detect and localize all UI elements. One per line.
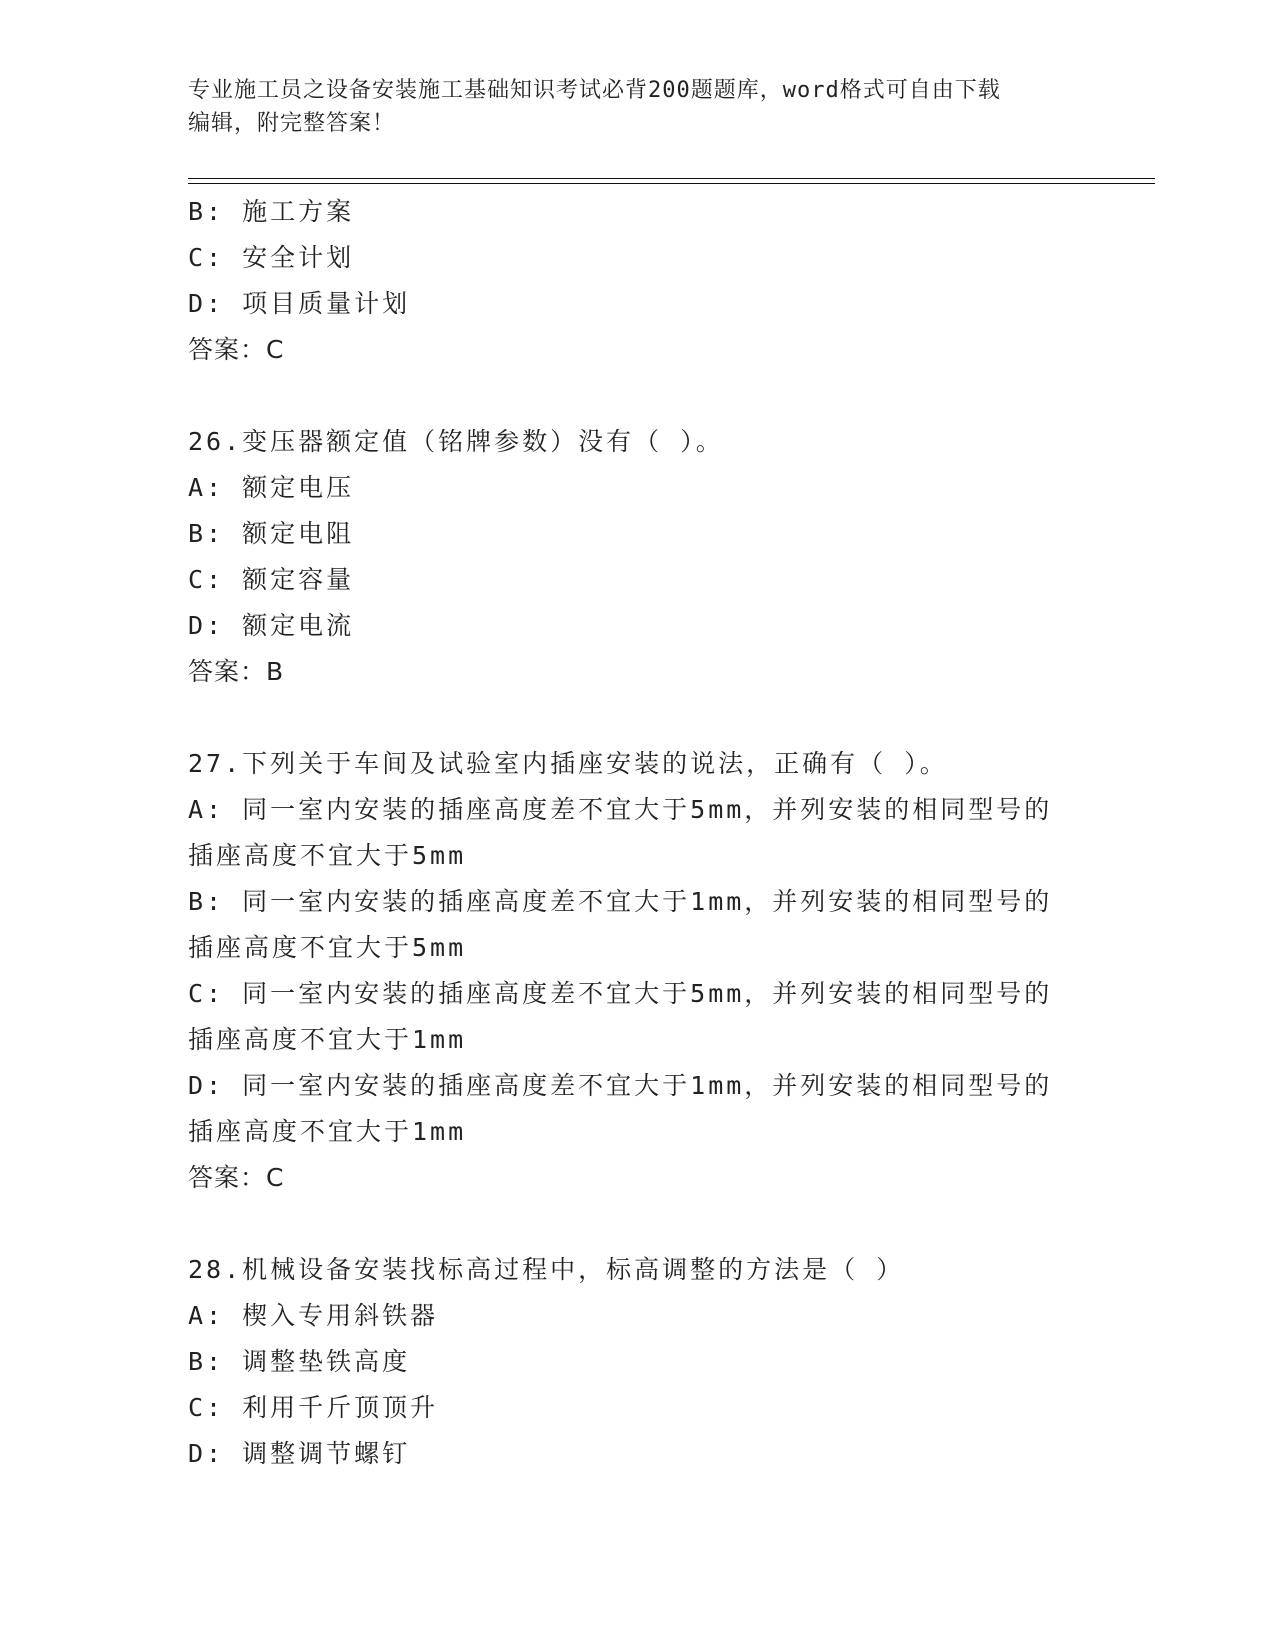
question-26	[188, 419, 1108, 695]
option-d	[188, 1063, 1108, 1155]
option-b	[188, 879, 1108, 971]
header-divider-top	[188, 178, 1155, 179]
document-header	[188, 74, 1068, 140]
option-a: A: 额定电压	[188, 473, 355, 502]
option-c: C: 安全计划	[188, 243, 355, 272]
question-25-continued	[188, 189, 1108, 373]
header-line-1: 专业施工员之设备安装施工基础知识考试必背200题题库，word格式可自由下载	[188, 78, 1001, 103]
option-a: A: 楔入专用斜铁器	[188, 1301, 439, 1330]
option-text-line-1: B: 同一室内安装的插座高度差不宜大于1mm，并列安装的相同型号的	[188, 887, 1053, 916]
option-text-line-1: A: 同一室内安装的插座高度差不宜大于5mm，并列安装的相同型号的	[188, 795, 1053, 824]
option-text-line-2: 插座高度不宜大于5mm	[188, 933, 467, 962]
header-line-2: 编辑，附完整答案！	[188, 111, 396, 136]
option-a	[188, 787, 1108, 879]
option-text-line-2: 插座高度不宜大于1mm	[188, 1117, 467, 1146]
option-text-line-1: C: 同一室内安装的插座高度差不宜大于5mm，并列安装的相同型号的	[188, 979, 1053, 1008]
option-b: B: 调整垫铁高度	[188, 1347, 411, 1376]
option-d: D: 项目质量计划	[188, 289, 411, 318]
option-text-line-2: 插座高度不宜大于1mm	[188, 1025, 467, 1054]
option-text-line-1: D: 同一室内安装的插座高度差不宜大于1mm，并列安装的相同型号的	[188, 1071, 1053, 1100]
option-d: D: 调整调节螺钉	[188, 1439, 411, 1468]
question-stem: 26.变压器额定值（铭牌参数）没有（ ）。	[188, 427, 724, 456]
option-d: D: 额定电流	[188, 611, 355, 640]
answer-line: 答案：C	[188, 335, 285, 364]
question-list	[188, 189, 1108, 1477]
answer-line: 答案：B	[188, 657, 285, 686]
answer-line: 答案：C	[188, 1163, 285, 1192]
header-divider-bottom	[188, 183, 1155, 184]
option-c	[188, 971, 1108, 1063]
question-stem: 28.机械设备安装找标高过程中，标高调整的方法是（ ）	[188, 1255, 905, 1284]
option-c: C: 额定容量	[188, 565, 355, 594]
option-text-line-2: 插座高度不宜大于5mm	[188, 841, 467, 870]
option-b: B: 额定电阻	[188, 519, 355, 548]
question-stem: 27.下列关于车间及试验室内插座安装的说法，正确有（ ）。	[188, 749, 948, 778]
option-b: B: 施工方案	[188, 197, 355, 226]
option-c: C: 利用千斤顶顶升	[188, 1393, 439, 1422]
question-27	[188, 741, 1108, 1201]
question-28	[188, 1247, 1108, 1477]
